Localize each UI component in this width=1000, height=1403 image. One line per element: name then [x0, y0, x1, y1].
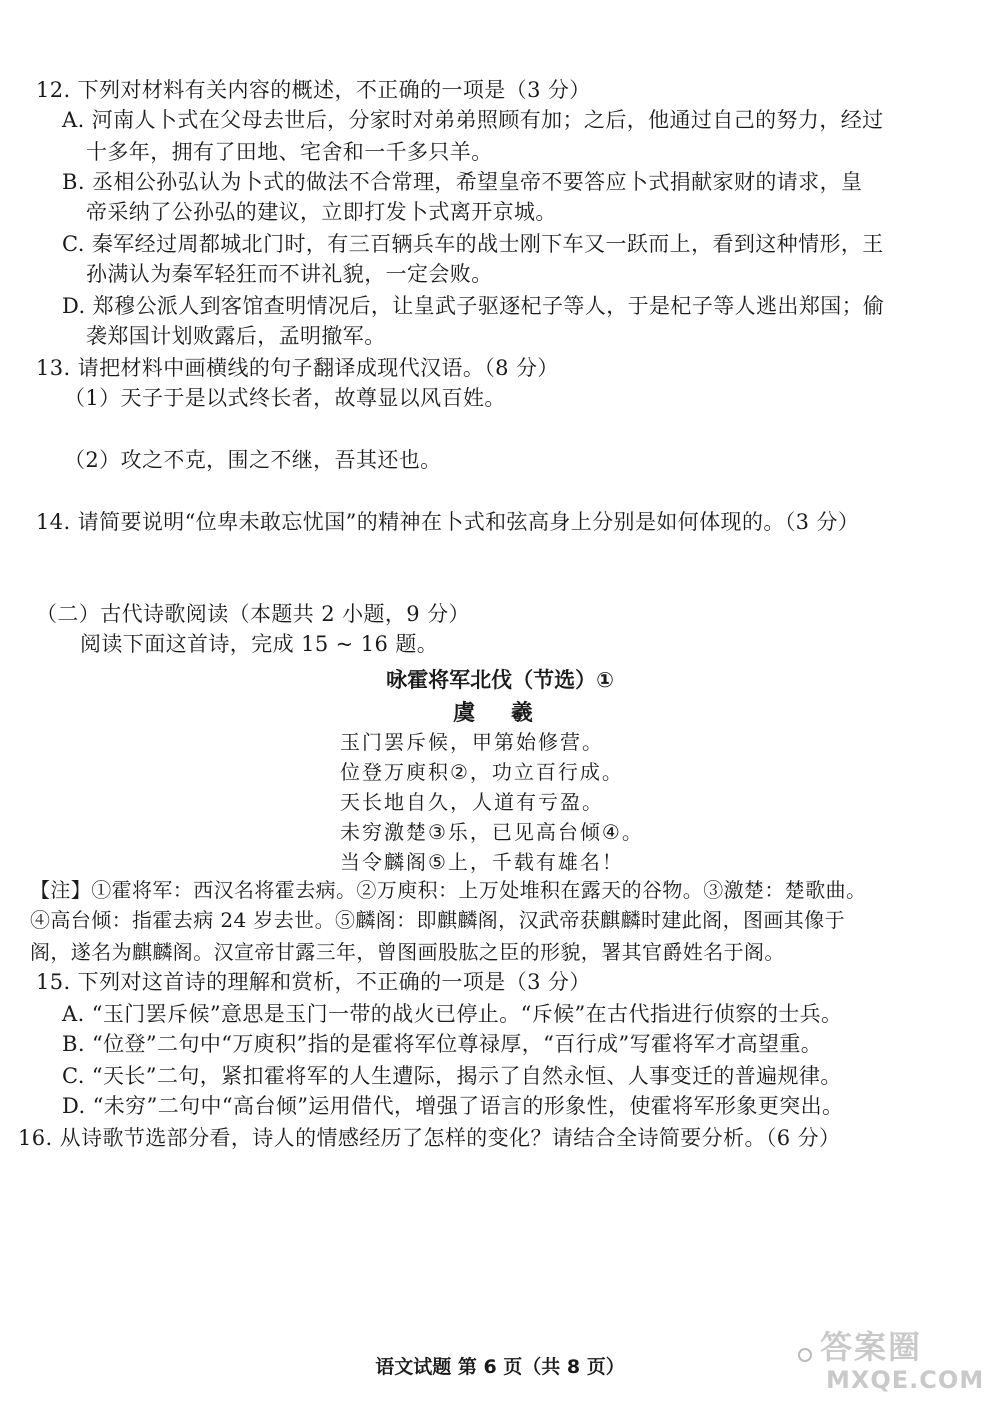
poem-line-5: 当令麟阁⑤上，千载有雄名！ [340, 850, 624, 874]
q12-option-c-line2: 孙满认为秦军轻狂而不讲礼貌，一定会败。 [86, 262, 493, 286]
q15-option-a: A. “玉门罢斥候”意思是玉门一带的战火已停止。“斥候”在古代指进行侦察的士兵。 [62, 1002, 843, 1026]
q12-option-b-line1: B. 丞相公孙弘认为卜式的做法不合常理，希望皇帝不要答应卜式捐献家财的请求，皇 [62, 170, 863, 194]
q12-option-c-line1: C. 秦军经过周都城北门时，有三百辆兵车的战士刚下车又一跃而上，看到这种情形，王 [62, 232, 884, 256]
page-footer: 语文试题 第 6 页（共 8 页） [375, 1356, 625, 1378]
poem-line-1: 玉门罢斥候，甲第始修营。 [340, 730, 604, 754]
q13-sentence-2: （2）攻之不克，围之不继，吾其还也。 [64, 448, 442, 472]
poem-note-line2: ④高台倾：指霍去病 24 岁去世。⑤麟阁：即麒麟阁，汉武帝获麒麟时建此阁，图画其像于 [30, 908, 845, 932]
poem-author: 虞 羲 [453, 701, 547, 726]
section2-instruction: 阅读下面这首诗，完成 15 ~ 16 题。 [80, 632, 439, 656]
q12-option-d-line2: 袭郑国计划败露后，孟明撤军。 [86, 324, 386, 348]
poem-line-3: 天长地自久，人道有亏盈。 [340, 790, 604, 814]
watermark-url: MXQE.COM [826, 1366, 985, 1394]
q13-sentence-1: （1）天子于是以式终长者，故尊显以风百姓。 [64, 386, 506, 410]
poem-line-2: 位登万庾积②，功立百行成。 [340, 760, 624, 784]
q15-stem: 15. 下列对这首诗的理解和赏析，不正确的一项是（3 分） [36, 970, 591, 994]
q12-option-d-line1: D. 郑穆公派人到客馆查明情况后，让皇武子驱逐杞子等人，于是杞子等人逃出郑国；偷 [62, 294, 885, 318]
q12-stem: 12. 下列对材料有关内容的概述，不正确的一项是（3 分） [36, 78, 591, 102]
poem-note-line3: 阁，遂名为麒麟阁。汉宣帝甘露三年，曾图画股肱之臣的形貌，署其官爵姓名于阁。 [30, 940, 785, 964]
q12-option-b-line2: 帝采纳了公孙弘的建议，立即打发卜式离开京城。 [86, 200, 557, 224]
q15-option-d: D. “未穷”二句中“高台倾”运用借代，增强了语言的形象性，使霍将军形象更突出。 [62, 1094, 844, 1118]
poem-note-line1: 【注】①霍将军：西汉名将霍去病。②万庾积：上万处堆积在露天的谷物。③激楚：楚歌曲。 [30, 878, 867, 902]
watermark-dot-icon [798, 1348, 812, 1362]
q12-option-a-line1: A. 河南人卜式在父母去世后，分家时对弟弟照顾有加；之后，他通过自己的努力，经过 [62, 108, 884, 132]
poem-line-4: 未穷激楚③乐，已见高台倾④。 [340, 820, 644, 844]
watermark-logo-text: 答案圈 [820, 1328, 923, 1366]
section2-heading: （二）古代诗歌阅读（本题共 2 小题，9 分） [36, 602, 470, 626]
q12-option-a-line2: 十多年，拥有了田地、宅舍和一千多只羊。 [86, 140, 493, 164]
q14-stem: 14. 请简要说明“位卑未敢忘忧国”的精神在卜式和弦高身上分别是如何体现的。（3 分） [36, 510, 860, 534]
q15-option-b: B. “位登”二句中“万庾积”指的是霍将军位尊禄厚，“百行成”写霍将军才高望重。 [62, 1032, 823, 1056]
q16-stem: 16. 从诗歌节选部分看，诗人的情感经历了怎样的变化？请结合全诗简要分析。（6 分） [18, 1126, 841, 1150]
poem-title: 咏霍将军北伐（节选）① [386, 668, 614, 692]
q13-stem: 13. 请把材料中画横线的句子翻译成现代汉语。（8 分） [36, 356, 559, 380]
q15-option-c: C. “天长”二句，紧扣霍将军的人生遭际，揭示了自然永恒、人事变迁的普遍规律。 [62, 1064, 842, 1088]
